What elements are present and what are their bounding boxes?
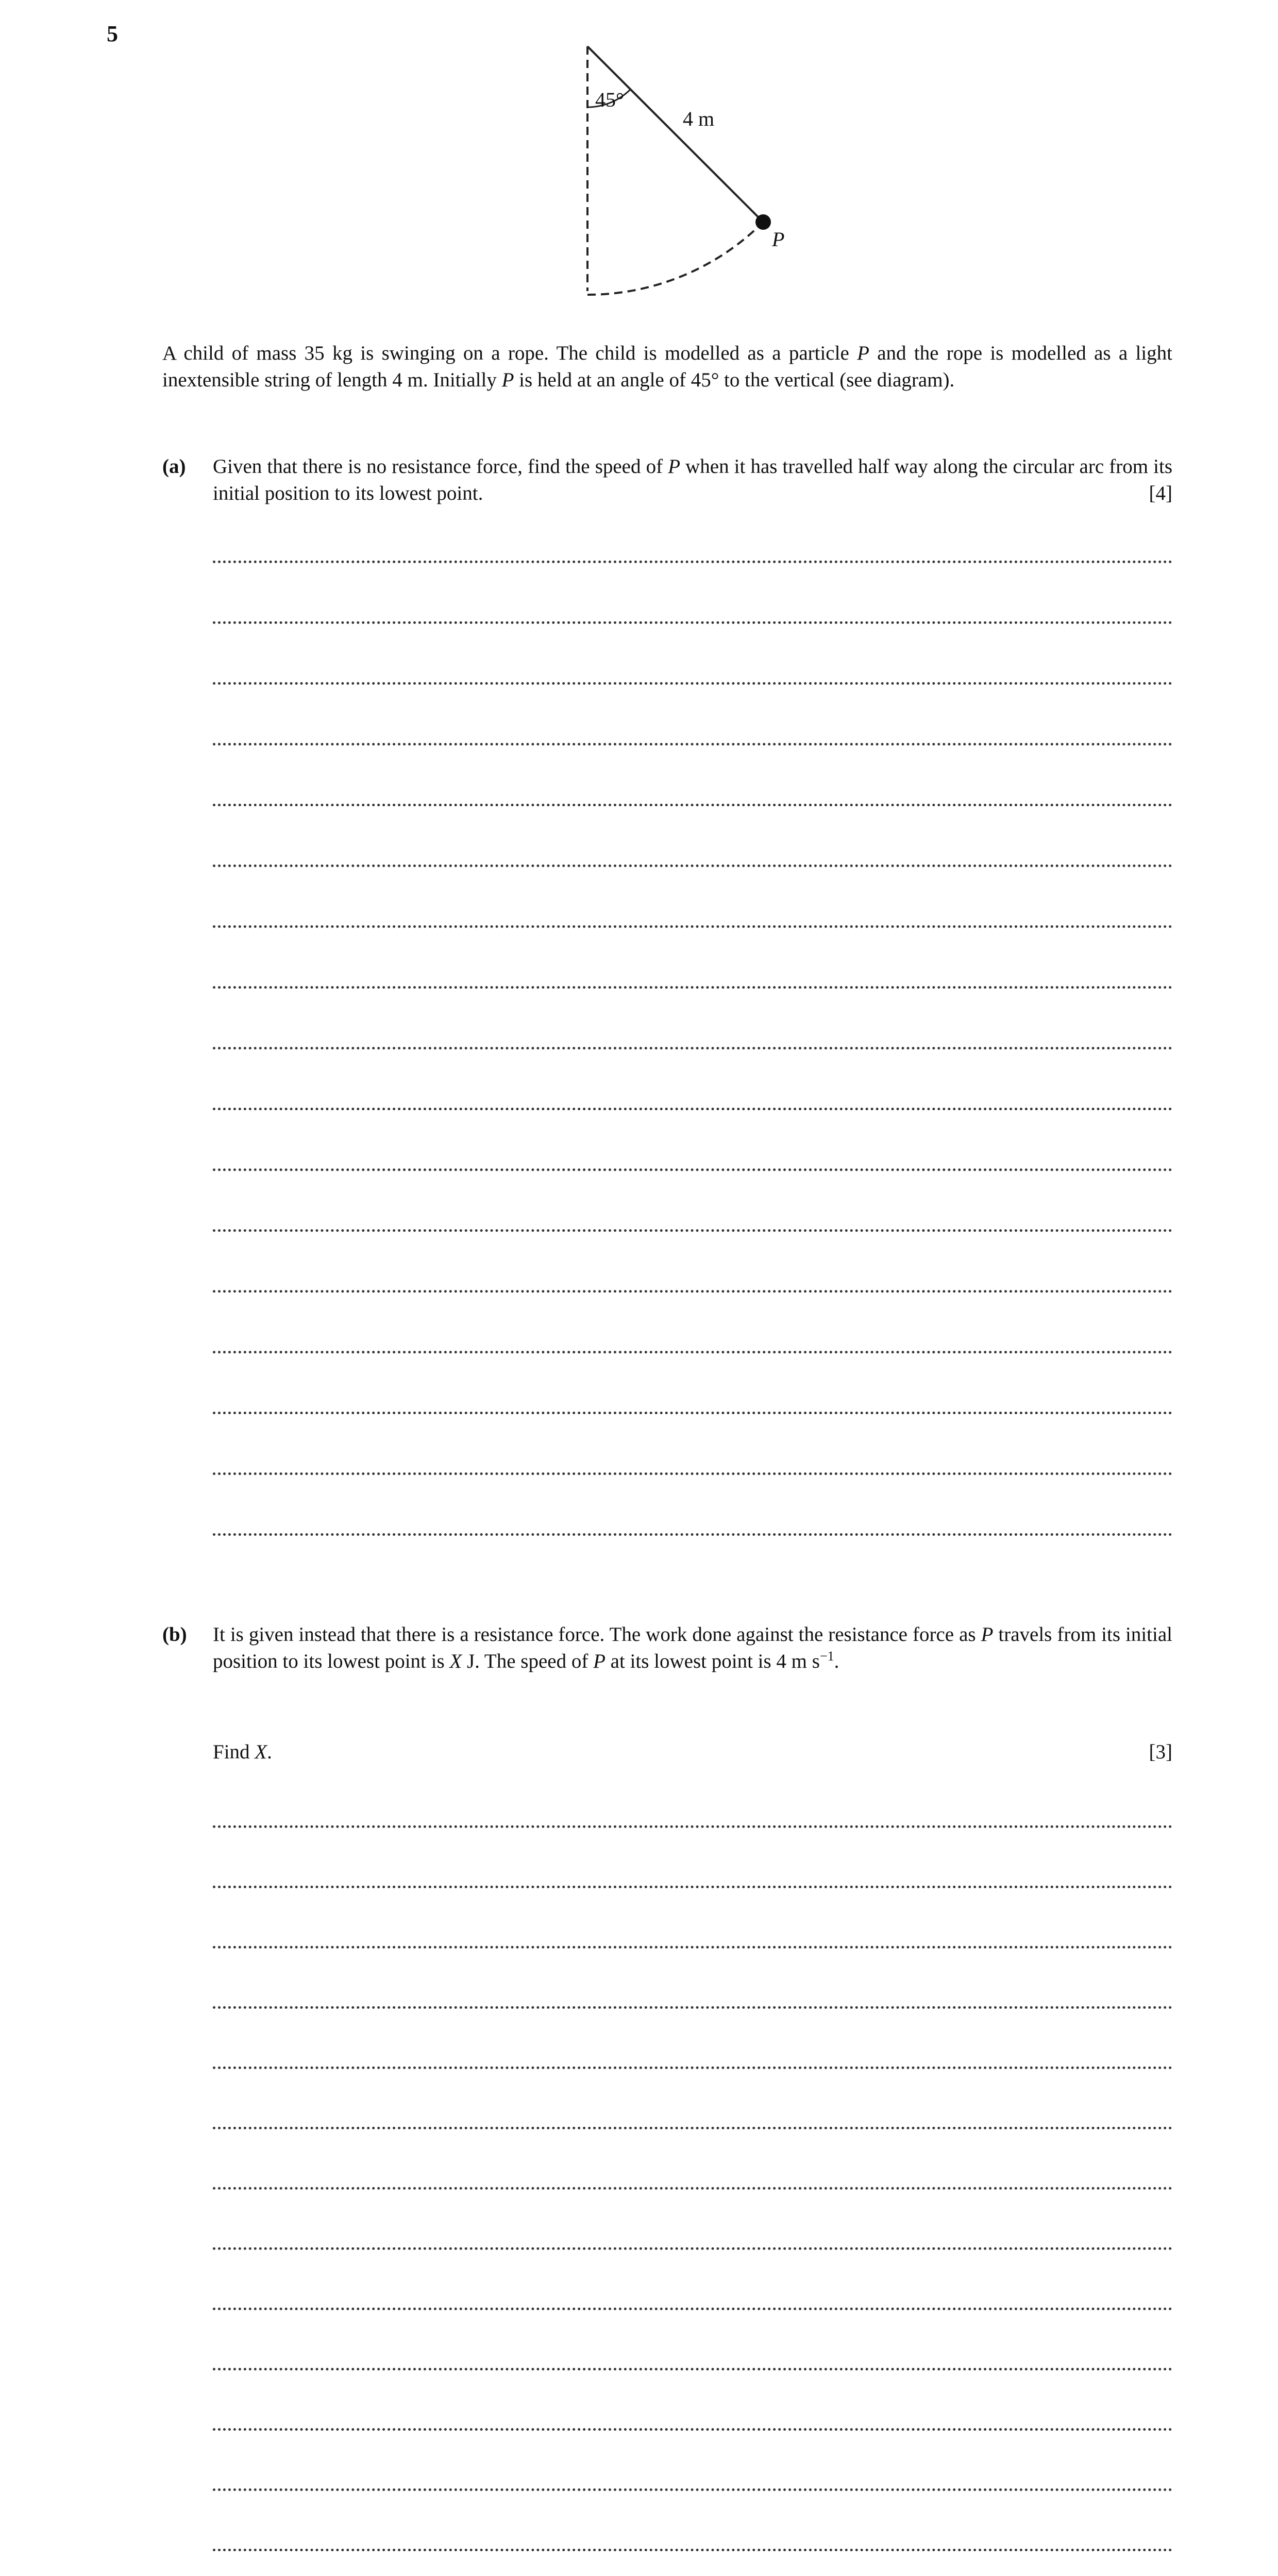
answer-line-b[interactable]: [213, 2368, 1172, 2370]
swing-path-arc: [587, 222, 763, 295]
answer-line-b[interactable]: [213, 2247, 1172, 2250]
question-intro: A child of mass 35 kg is swinging on a rope. The child is modelled as a particle P and the rope is modelled as a light inextensible string of length 4 m. Initially P is held at an angle of 45° to the vertical (see diagram).: [162, 342, 1172, 391]
answer-line-a[interactable]: [213, 1290, 1172, 1293]
answer-line-b[interactable]: [213, 1946, 1172, 1948]
answer-line-a[interactable]: [213, 1472, 1172, 1475]
part-b-marks: [3]: [1149, 1741, 1172, 1763]
particle-p: [755, 214, 771, 230]
answer-line-a[interactable]: [213, 1168, 1172, 1171]
length-label: 4 m: [683, 107, 715, 130]
answer-line-a[interactable]: [213, 743, 1172, 745]
answer-line-b[interactable]: [213, 2187, 1172, 2190]
answer-line-a[interactable]: [213, 682, 1172, 685]
answer-line-b[interactable]: [213, 1825, 1172, 1828]
answer-line-a[interactable]: [213, 1533, 1172, 1536]
angle-label: 45°: [595, 88, 624, 111]
answer-line-a[interactable]: [213, 1108, 1172, 1110]
part-a-text: Given that there is no resistance force, find the speed of P when it has travelled half way along the circular arc from its initial position to its lowest point.: [213, 455, 1172, 504]
answer-line-a[interactable]: [213, 621, 1172, 624]
answer-line-b[interactable]: [213, 1886, 1172, 1888]
part-b-label: (b): [162, 1623, 187, 1646]
question-number: 5: [107, 21, 118, 46]
answer-line-a[interactable]: [213, 925, 1172, 928]
part-a-label: (a): [162, 455, 186, 478]
part-b-find-text: Find X.: [213, 1741, 272, 1763]
answer-line-b[interactable]: [213, 2428, 1172, 2431]
answer-line-a[interactable]: [213, 865, 1172, 867]
part-b-text: It is given instead that there is a resistance force. The work done against the resistance force as P travels from its initial position to its lowest point is X J. The speed of P at its lowest point is 4 m $s^{-1}$.: [213, 1623, 1172, 1672]
answer-line-b[interactable]: [213, 2308, 1172, 2310]
answer-line-a[interactable]: [213, 1229, 1172, 1232]
answer-line-a[interactable]: [213, 1047, 1172, 1049]
rope-line: [587, 46, 763, 222]
answer-line-b[interactable]: [213, 2127, 1172, 2129]
answer-line-a[interactable]: [213, 561, 1172, 563]
answer-line-b[interactable]: [213, 2549, 1172, 2551]
answer-line-a[interactable]: [213, 1351, 1172, 1353]
answer-line-a[interactable]: [213, 804, 1172, 806]
answer-line-a[interactable]: [213, 1412, 1172, 1414]
answer-line-a[interactable]: [213, 986, 1172, 989]
particle-label: P: [772, 228, 785, 251]
answer-line-b[interactable]: [213, 2006, 1172, 2009]
answer-line-b[interactable]: [213, 2488, 1172, 2491]
answer-line-b[interactable]: [213, 2066, 1172, 2069]
pendulum-diagram: [515, 31, 825, 319]
part-a-marks: [4]: [1149, 482, 1172, 504]
